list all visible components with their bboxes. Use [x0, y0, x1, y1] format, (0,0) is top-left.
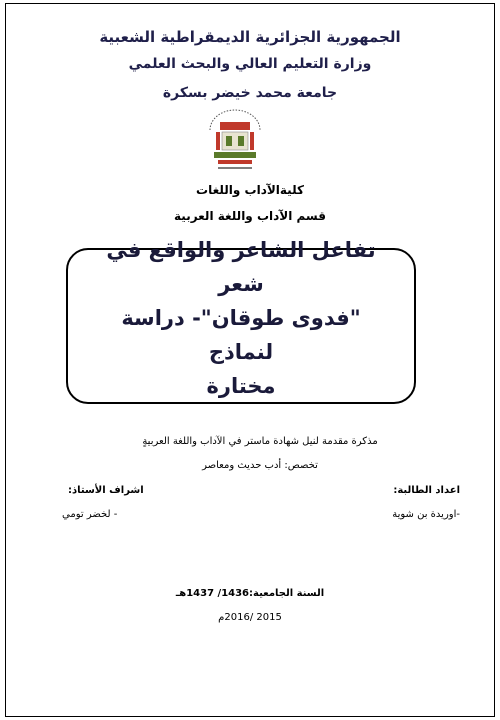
university-heading: جامعة محمد خيضر بسكرة — [162, 85, 338, 101]
academic-year-hijri: السنة الجامعية:1436/ 1437هـ — [175, 588, 325, 599]
supervisor-name: - لخضر تومي — [62, 509, 118, 520]
university-logo — [204, 108, 266, 172]
ministry-heading: وزارة التعليم العالي والبحث العلمي — [128, 56, 372, 72]
title-line-3: مختارة — [206, 374, 276, 398]
student-label: اعداد الطالبة: — [393, 485, 460, 496]
specialization: تخصص: أدب حديث ومعاصر — [202, 460, 318, 471]
republic-heading: الجمهورية الجزائرية الديمقراطية الشعبية — [99, 28, 401, 46]
department-name: قسم الآداب واللغة العربية — [174, 209, 326, 223]
student-name: -اوريدة بن شوية — [392, 509, 460, 520]
supervisor-label: اشراف الأستاذ: — [68, 485, 144, 496]
academic-year-gregorian: 2015 /2016م — [218, 612, 282, 623]
thesis-title — [91, 233, 391, 403]
thesis-title-box — [66, 238, 416, 404]
faculty-name: كليةالآداب واللغات — [196, 183, 304, 197]
title-line-1: تفاعل الشاعر والواقع في شعر — [106, 238, 376, 296]
memo-description: مذكرة مقدمة لنيل شهادة ماستر في الآداب واللغة العربيةٍ — [142, 436, 378, 447]
title-line-2: "فدوى طوقان"- دراسة لنماذج — [121, 306, 361, 364]
